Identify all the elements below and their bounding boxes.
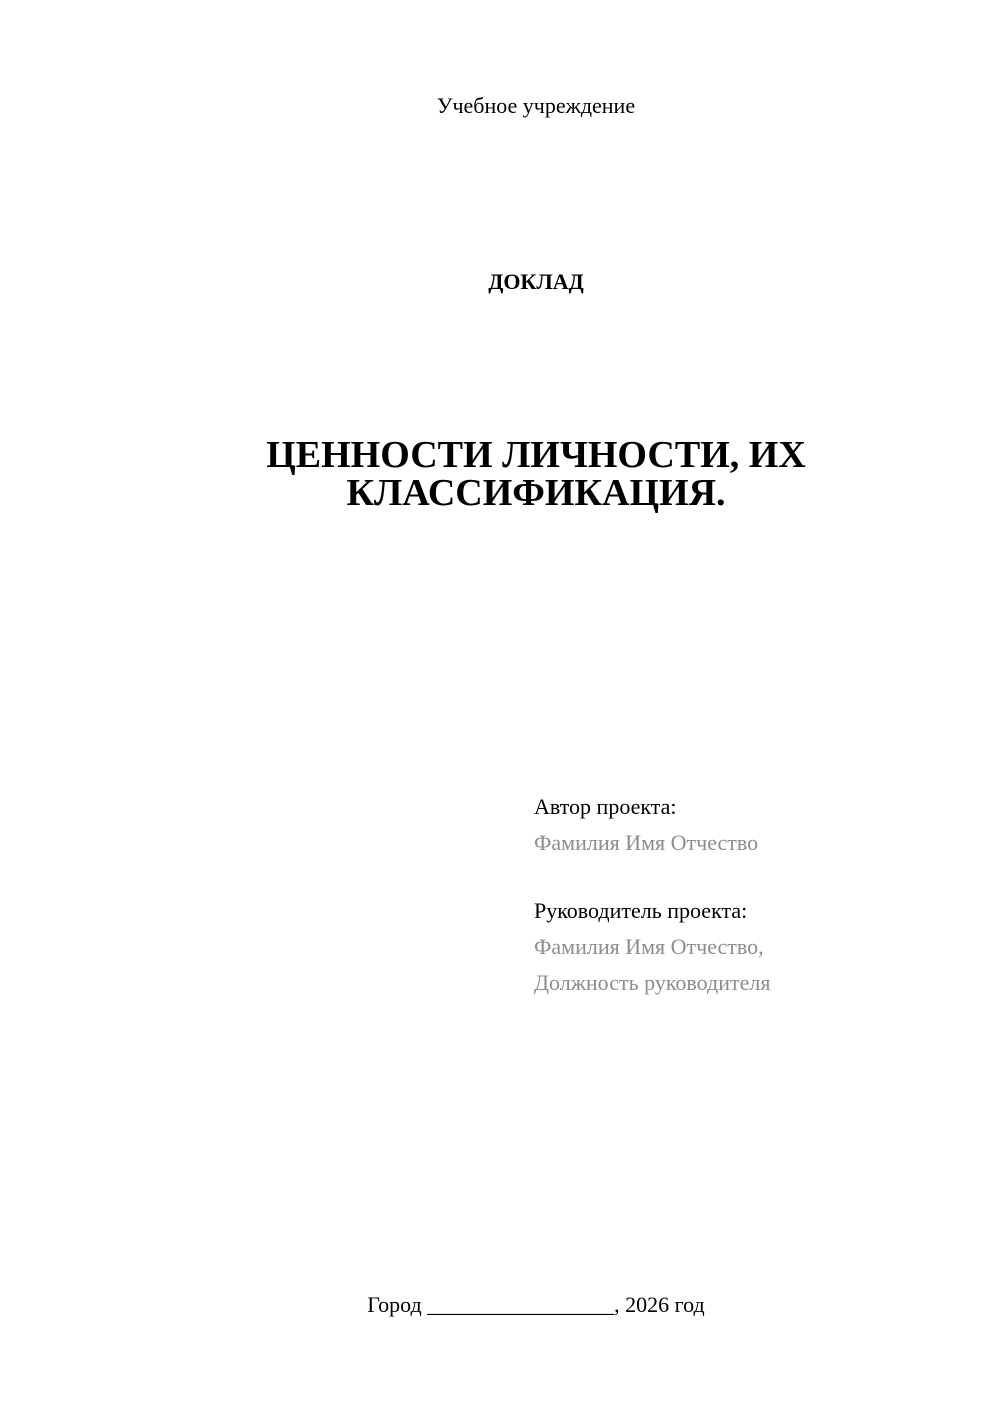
city-year-line: Город _________________, 2026 год <box>367 1292 705 1317</box>
author-label: Автор проекта: <box>534 794 677 819</box>
author-name: Фамилия Имя Отчество <box>534 830 759 855</box>
document-title-line-2: КЛАССИФИКАЦИЯ. <box>346 472 726 514</box>
supervisor-name: Фамилия Имя Отчество, <box>534 934 764 959</box>
supervisor-label: Руководитель проекта: <box>534 898 748 923</box>
institution-name: Учебное учреждение <box>436 93 636 118</box>
credits-spacer <box>534 861 974 893</box>
document-type: ДОКЛАД <box>488 269 584 294</box>
supervisor-position: Должность руководителя <box>534 970 771 995</box>
document-title <box>236 436 836 512</box>
credits-block <box>534 789 974 1001</box>
document-title-line-1: ЦЕННОСТИ ЛИЧНОСТИ, ИХ <box>266 434 806 476</box>
